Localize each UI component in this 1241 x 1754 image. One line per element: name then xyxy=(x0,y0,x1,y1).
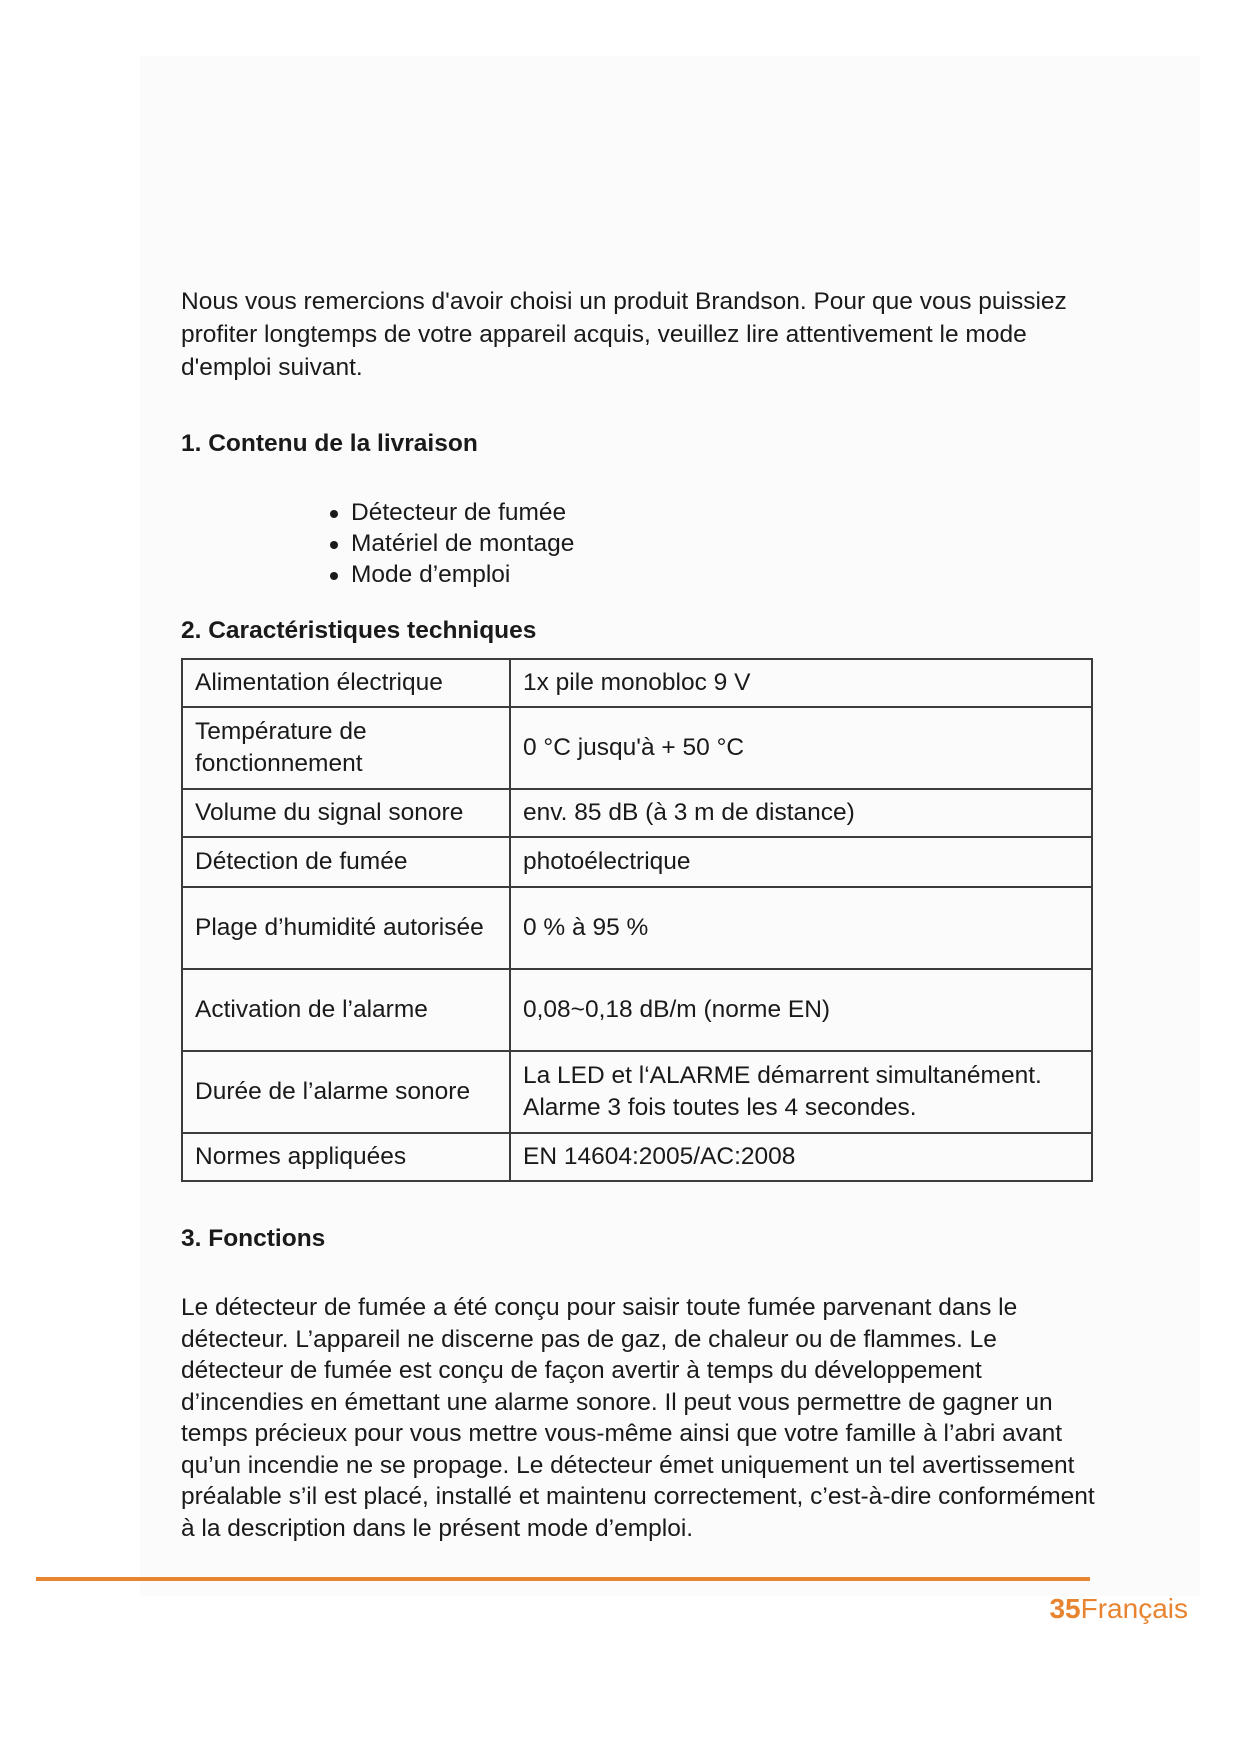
page-footer xyxy=(1049,1593,1188,1625)
delivery-contents-list xyxy=(330,497,574,590)
spec-label: Alimentation électrique xyxy=(182,659,510,707)
spec-value: La LED et l‘ALARME démarrent simultanément. Alarme 3 fois toutes les 4 secondes. xyxy=(510,1051,1092,1133)
table-row xyxy=(182,837,1092,887)
section-3-title: 3. Fonctions xyxy=(181,1225,326,1252)
table-row xyxy=(182,707,1092,789)
page-number: 35 xyxy=(1049,1593,1081,1624)
list-item: Matériel de montage xyxy=(330,528,574,559)
spec-value: 0,08~0,18 dB/m (norme EN) xyxy=(510,969,1092,1051)
list-item: Détecteur de fumée xyxy=(330,497,574,528)
table-row xyxy=(182,659,1092,707)
specifications-table xyxy=(181,658,1093,1182)
spec-label: Normes appliquées xyxy=(182,1133,510,1181)
section-1-title: 1. Contenu de la livraison xyxy=(181,430,478,457)
spec-label: Activation de l’alarme xyxy=(182,969,510,1051)
footer-language: Français xyxy=(1080,1593,1188,1624)
table-row xyxy=(182,789,1092,837)
spec-value: EN 14604:2005/AC:2008 xyxy=(510,1133,1092,1181)
spec-label: Température de fonctionnement xyxy=(182,707,510,789)
functions-paragraph: Le détecteur de fumée a été conçu pour saisir toute fumée parvenant dans le détecteur. L’appareil ne discerne pas de gaz, de chaleur ou de flammes. Le détecteur de fumée est conçu de façon avertir à temps du développement d’incendies en émettant une alarme sonore. Il peut vous permettre de gagner un temps précieux pour vous mettre vous-même ainsi que votre famille à l’abri avant qu’un incendie ne se propage. Le détecteur émet uniquement un tel avertissement préalable s’il est placé, installé et maintenu correctement, c’est-à-dire conformément à la description dans le présent mode d’emploi. xyxy=(181,1294,1095,1542)
spec-label: Durée de l’alarme sonore xyxy=(182,1051,510,1133)
section-2-title: 2. Caractéristiques techniques xyxy=(181,617,537,644)
intro-paragraph: Nous vous remercions d'avoir choisi un produit Brandson. Pour que vous puissiez profiter longtemps de votre appareil acquis, veuillez lire attentivement le mode d'emploi suivant. xyxy=(181,288,1067,381)
spec-label: Volume du signal sonore xyxy=(182,789,510,837)
table-row xyxy=(182,1133,1092,1181)
list-item: Mode d’emploi xyxy=(330,559,574,590)
spec-label: Détection de fumée xyxy=(182,837,510,887)
spec-value: 1x pile monobloc 9 V xyxy=(510,659,1092,707)
footer-divider xyxy=(36,1577,1090,1581)
spec-value: 0 °C jusqu'à + 50 °C xyxy=(510,707,1092,789)
spec-value: 0 % à 95 % xyxy=(510,887,1092,969)
spec-value: photoélectrique xyxy=(510,837,1092,887)
spec-label: Plage d’humidité autorisée xyxy=(182,887,510,969)
table-row xyxy=(182,887,1092,969)
spec-value: env. 85 dB (à 3 m de distance) xyxy=(510,789,1092,837)
table-row xyxy=(182,969,1092,1051)
table-row xyxy=(182,1051,1092,1133)
